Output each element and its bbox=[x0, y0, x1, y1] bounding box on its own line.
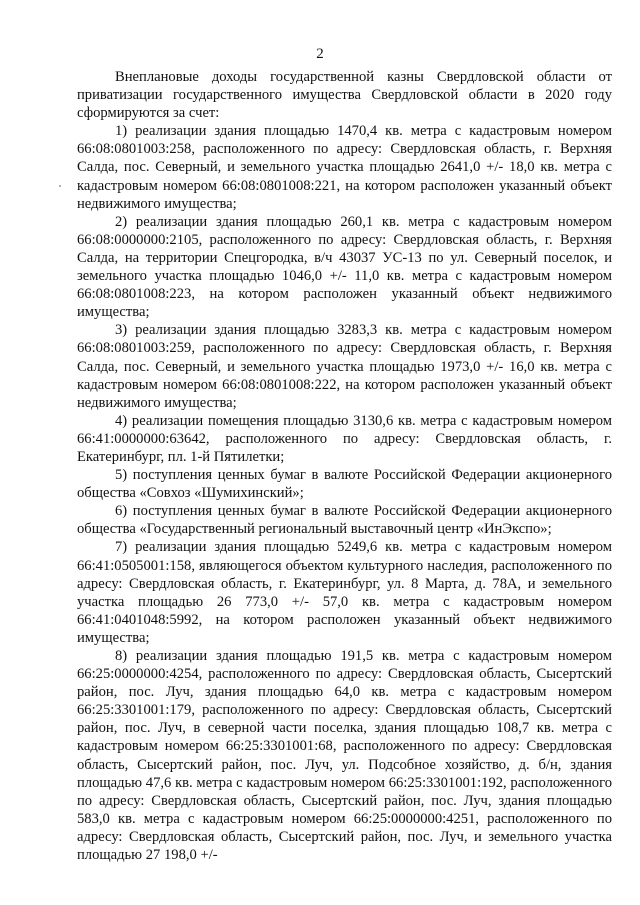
document-body bbox=[77, 68, 612, 864]
list-item-6: 6) поступления ценных бумаг в валюте Российской Федерации акционерного общества «Государственный региональный выставочный центр «ИнЭкспо»; bbox=[77, 503, 612, 538]
list-item-5: 5) поступления ценных бумаг в валюте Российской Федерации акционерного общества «Совхоз «Шумихинский»; bbox=[77, 467, 612, 502]
list-item-2: 2) реализации здания площадью 260,1 кв. метра с кадастровым номером 66:08:0000000:2105, расположенного по адресу: Свердловская область, г. Верхняя Салда, на территории Спецгородка, в/ч 43037 УС-13 по ул. Северный поселок, и земельного участка площадью 1046,0 +/- 11,0 кв. метра с кадастровым номером 66:08:0801008:223, на котором расположен указанный объект недвижимого имущества; bbox=[77, 213, 612, 321]
page-number: 2 bbox=[316, 46, 324, 62]
list-item-8: 8) реализации здания площадью 191,5 кв. метра с кадастровым номером 66:25:0000000:4254, расположенного по адресу: Свердловская область, Сысертский район, пос. Луч, здания площадью 64,0 кв. метра с кадастровым номером 66:25:3301001:179, расположенного по адресу: Свердловская область, Сысертский район, пос. Луч, в северной части поселка, здания площадью 108,7 кв. метра с кадастровым номером 66:25:3301001:68, расположенного по адресу: Свердловская область, Сысертский район, пос. Луч, ул. Подсобное хозяйство, д. б/н, здания площадью 47,6 кв. метра с кадастровым номером 66:25:3301001:192, расположенного по адресу: Свердловская область, Сысертский район, пос. Луч, здания площадью 583,0 кв. метра с кадастровым номером 66:25:0000000:4251, расположенного по адресу: Свердловская область, Сысертский район, пос. Луч, и земельного участка площадью 27 198,0 +/- bbox=[77, 648, 612, 864]
intro-paragraph: Внеплановые доходы государственной казны Свердловской области от приватизации государственного имущества Свердловской области в 2020 году сформируются за счет: bbox=[77, 69, 612, 122]
list-item-7: 7) реализации здания площадью 5249,6 кв. метра с кадастровым номером 66:41:0505001:158, являющегося объектом культурного наследия, расположенного по адресу: Свердловская область, г. Екатеринбург, ул. 8 Марта, д. 78А, и земельного участка площадью 26 773,0 +/- 57,0 кв. метра с кадастровым номером 66:41:0401048:5992, на котором расположен указанный объект недвижимого имущества; bbox=[77, 539, 612, 646]
margin-speck bbox=[59, 185, 61, 187]
list-item-4: 4) реализации помещения площадью 3130,6 кв. метра с кадастровым номером 66:41:0000000:63642, расположенного по адресу: Свердловская область, г. Екатеринбург, пл. 1-й Пятилетки; bbox=[77, 412, 612, 465]
list-item-3: 3) реализации здания площадью 3283,3 кв. метра с кадастровым номером 66:08:0801003:259, расположенного по адресу: Свердловская область, г. Верхняя Салда, пос. Северный, и земельного участка площадью 1973,0 +/- 16,0 кв. метра с кадастровым номером 66:08:0801008:222, на котором расположен указанный объект недвижимого имущества; bbox=[77, 322, 612, 411]
list-item-1: 1) реализации здания площадью 1470,4 кв. метра с кадастровым номером 66:08:0801003:258, расположенного по адресу: Свердловская область, г. Верхняя Салда, пос. Северный, и земельного участка площадью 2641,0 +/- 18,0 кв. метра с кадастровым номером 66:08:0801008:221, на котором расположен указанный объект недвижимого имущества; bbox=[77, 123, 612, 212]
